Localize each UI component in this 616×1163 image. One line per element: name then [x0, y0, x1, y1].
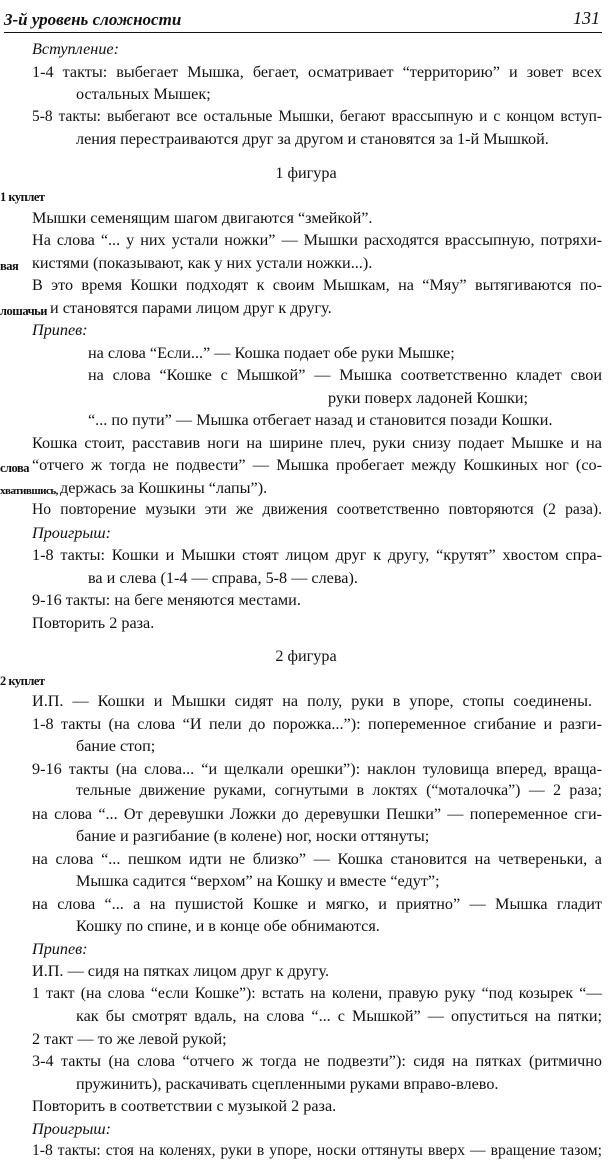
figure-2-title: 2 фигура [275, 647, 337, 665]
fig2-text: Кошку по спине, и в конце обе обнимаются. [76, 917, 380, 935]
fig1-text: В это время Кошки подходят к своим Мышкам, на “Мяу” вытягиваются по- [32, 276, 602, 294]
fig2-text: бание стоп; [76, 737, 156, 755]
page-number: 131 [573, 8, 600, 28]
chorus-line: на слова “Если...” — Кошка подает обе руки Мышке; [88, 343, 455, 362]
chorus-line: 3-4 такты (на слова “отчего ж тогда не подвезти”): сидя на пятках (ритмично [32, 1052, 602, 1070]
section-title: 3-й уровень сложности [4, 10, 182, 29]
intro-heading: Вступление: [32, 40, 119, 58]
chorus-line: И.П. — сидя на пятках лицом друг к другу. [32, 962, 330, 980]
fig1-text: “отчего ж тогда не подвести” — Мышка пробегает между Кошкиных ног (со- [32, 456, 602, 474]
couplet-2-label: 2 куплет [0, 673, 45, 688]
figure-1-title: 1 фигура [275, 163, 337, 182]
interlude-line: 1-8 такты: стоя на коленях, руки в упоре, носки оттянуты вверх — вращение тазом; [32, 1142, 602, 1159]
running-header [4, 4, 602, 33]
intro-line-2b: ления перестраиваются друг за другом и становятся за 1-й Мышкой. [76, 130, 549, 148]
margin-note: лошачьи [0, 303, 47, 318]
interlude-heading: Проигрыш: [32, 1119, 111, 1138]
chorus-line: как бы смотрят вдаль, на слова “... с Мышкой” — опуститься на пятки; [76, 1007, 602, 1025]
chorus-heading: Припев: [32, 939, 88, 958]
page-body [0, 38, 612, 1163]
fig2-text: Мышка садится “верхом” на Кошку и вместе “едут”; [76, 872, 440, 890]
chorus-line: пружинить), раскачивать сцепленными руками вправо-влево. [76, 1074, 499, 1093]
intro-line-2a: 5-8 такты: выбегают все остальные Мышки, бегают врассыпную и с концом вступ- [32, 107, 602, 125]
interlude-heading: Проигрыш: [32, 523, 111, 542]
fig1-text: На слова “... у них устали ножки” — Мышки расходятся врассыпную, потряхи- [32, 231, 602, 249]
fig2-text: 9-16 такты (на слова... “и щелкали орешки”): наклон туловища вперед, враща- [32, 759, 602, 778]
fig1-text: держась за Кошкины “лапы”). [60, 478, 268, 497]
interlude-line: Повторить 2 раза. [32, 613, 155, 632]
chorus-line: руки поверх ладоней Кошки; [328, 388, 528, 407]
chorus-line: 1 такт (на слова “если Кошке”): встать на колени, правую руку “под козырек “— [32, 984, 602, 1002]
fig2-text: на слова “... а на пушистой Кошке и мягко, и приятно” — Мышка гладит [32, 894, 602, 913]
margin-note: слова [0, 461, 30, 475]
fig2-text: бание и разгибание (в колене) ног, носки оттянуты; [76, 827, 430, 845]
fig1-text: Но повторение музыки эти же движения соответственно повторяются (2 раза). [32, 501, 602, 518]
chorus-line: Повторить в соответствии с музыкой 2 раза. [32, 1097, 337, 1115]
fig1-text: и становятся парами лицом друг к другу. [50, 298, 332, 317]
fig1-text: Кошка стоит, расставив ноги на ширине плеч, руки снизу подает Мышке и на [32, 433, 602, 452]
interlude-line: ва и слева (1-4 — справа, 5-8 — слева). [88, 568, 358, 587]
interlude-line: 9-16 такты: на беге меняются местами. [32, 591, 301, 609]
fig2-text: 1-8 такты (на слова “И пели до порожка...”): попеременное сгибание и разги- [32, 714, 602, 733]
intro-line-1a: 1-4 такты: выбегает Мышка, бегает, осматривает “территорию” и зовет всех [32, 62, 602, 81]
interlude-line: 1-8 такты: Кошки и Мышки стоят лицом друг к другу, “крутят” хвостом спра- [32, 546, 602, 564]
chorus-heading: Припев: [32, 321, 88, 339]
fig1-text: кистями (показывают, как у них устали ножки...). [32, 253, 373, 272]
margin-note: хватившись, [0, 484, 58, 497]
margin-note: вая [0, 258, 19, 273]
chorus-line: “... по пути” — Мышка отбегает назад и становится позади Кошки. [88, 411, 553, 429]
fig1-text: Мышки семенящим шагом двигаются “змейкой”. [32, 208, 373, 227]
intro-line-1b: остальных Мышек; [76, 85, 211, 103]
couplet-1-label: 1 куплет [0, 190, 45, 204]
fig2-text: на слова “... От деревушки Ложки до деревушки Пешки” — попеременное сги- [32, 804, 602, 823]
fig2-text: тельные движение руками, согнутыми в локтях (“моталочка”) — 2 раза; [76, 782, 602, 799]
fig2-text: И.П. — Кошки и Мышки сидят на полу, руки в упоре, стопы соединены. [32, 692, 592, 710]
chorus-line: 2 такт — то же левой рукой; [32, 1029, 227, 1048]
fig2-text: на слова “... пешком идти не близко” — Кошка становится на четвереньки, а [32, 849, 602, 868]
chorus-line: на слова “Кошке с Мышкой” — Мышка соответственно кладет свои [88, 366, 602, 384]
